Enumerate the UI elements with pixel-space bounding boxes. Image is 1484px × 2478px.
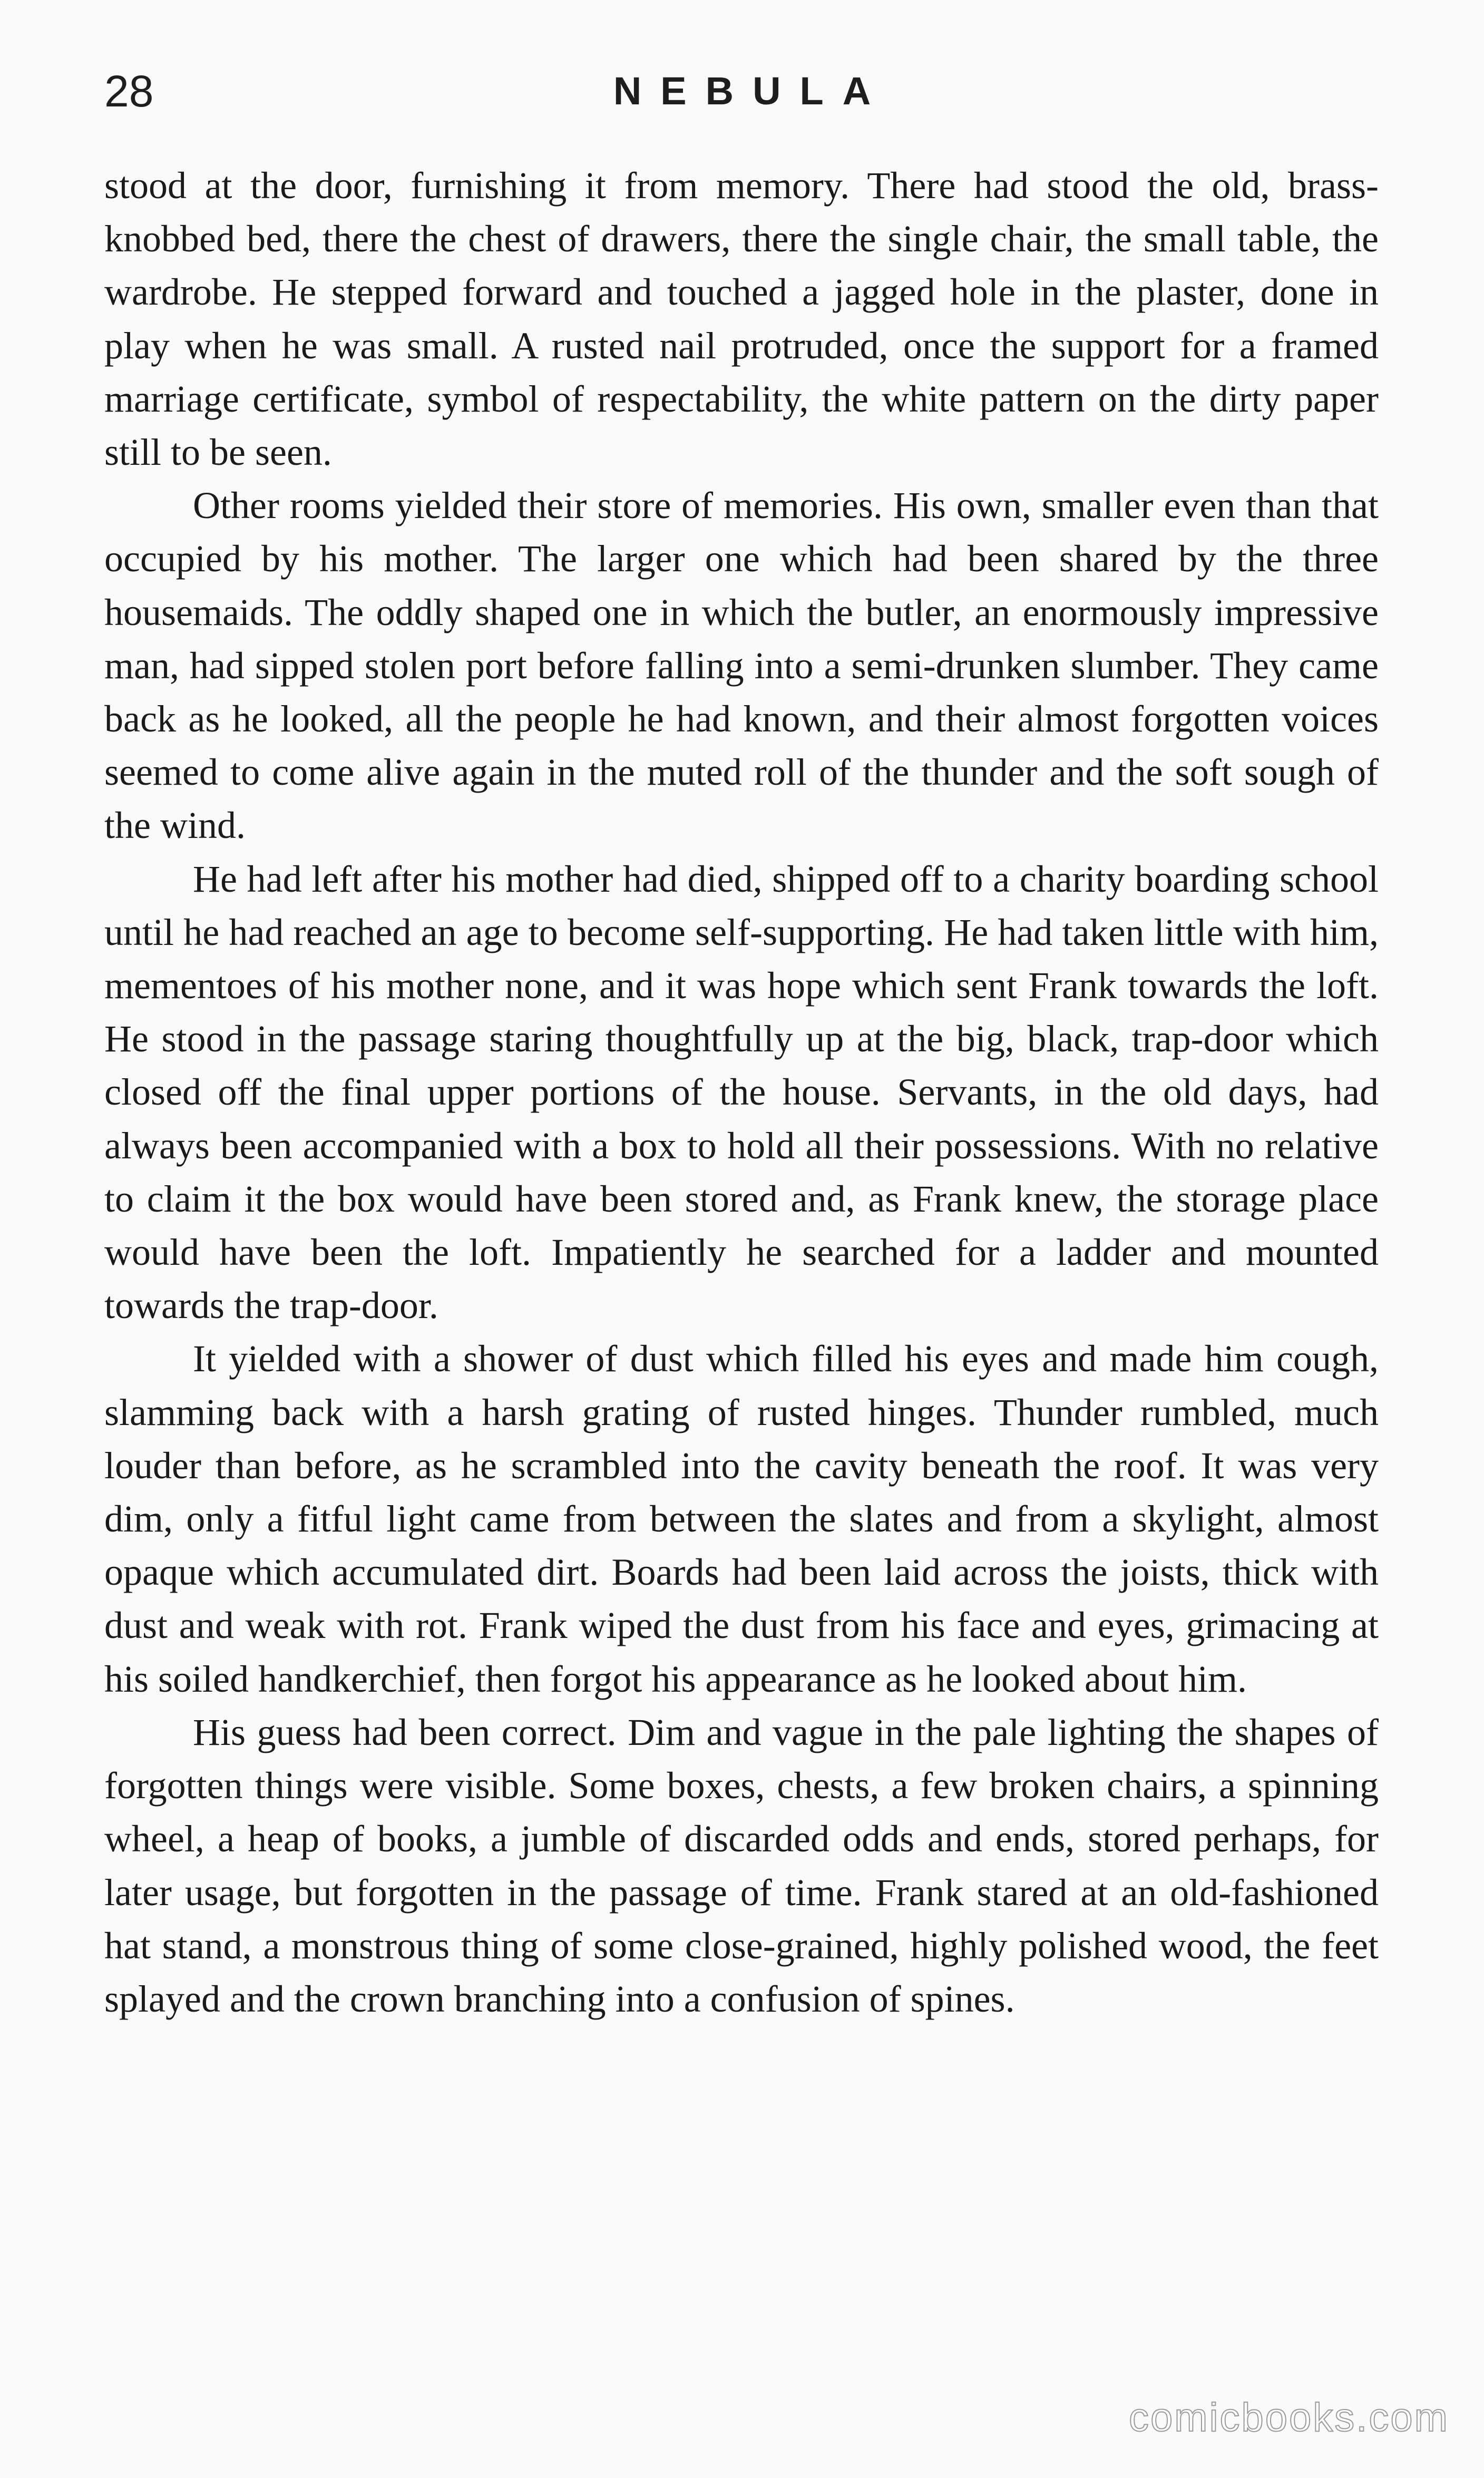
paragraph: His guess had been correct. Dim and vague in the pale lighting the shapes of forgotten things were visible. Some boxes, chests, a few broken chairs, a spinning wheel, a heap of books, a jumble of discarded odds and ends, stored perhaps, for later usage, but forgotten in the passage of time. Frank stared at an old-fashioned hat stand, a monstrous thing of some close-grained, highly polished wood, the feet splayed and the crown branching into a confusion of spines. bbox=[104, 1711, 1379, 2020]
paragraph: It yielded with a shower of dust which filled his eyes and made him cough, slamming back with a harsh grating of rusted hinges. Thunder rumbled, much louder than before, as he scrambled into the cavity beneath the roof. It was very dim, only a fitful light came from between the slates and from a skylight, almost opaque which accumulated dirt. Boards had been laid across the joists, thick with dust and weak with rot. Frank wiped the dust from his face and eyes, grimacing at his soiled handkerchief, then forgot his appearance as he looked about him. bbox=[104, 1338, 1379, 1700]
watermark: comicbooks.com bbox=[1129, 2395, 1449, 2440]
page-number: 28 bbox=[104, 66, 154, 116]
paragraph-continued: stood at the door, furnishing it from memory. There had stood the old, brass-knobbed bed, there the chest of drawers, there the single chair, the small table, the wardrobe. He stepped forward and touched a jagged hole in the plaster, done in play when he was small. A rusted nail protruded, once the support for a framed marriage certificate, symbol of respectability, the white pattern on the dirty paper still to be seen. bbox=[104, 164, 1379, 474]
paragraph: He had left after his mother had died, shipped off to a charity boarding school until he had reached an age to become self-supporting. He had taken little with him, mementoes of his mother none, and it was hope which sent Frank towards the loft. He stood in the passage staring thoughtfully up at the big, black, trap-door which closed off the final upper portions of the house. Servants, in the old days, had always been accompanied with a box to hold all their possessions. With no relative to claim it the box would have been stored and, as Frank knew, the storage place would have been the loft. Impatiently he searched for a ladder and mounted towards the trap-door. bbox=[104, 857, 1379, 1327]
body-text bbox=[104, 159, 1379, 2026]
running-title: NEBULA bbox=[613, 69, 890, 113]
paragraph: Other rooms yielded their store of memories. His own, smaller even than that occupied by his mother. The larger one which had been shared by the three housemaids. The oddly shaped one in which the butler, an enormously impressive man, had sipped stolen port before falling into a semi-drunken slumber. They came back as he looked, all the people he had known, and their almost forgotten voices seemed to come alive again in the muted roll of the thunder and the soft sough of the wind. bbox=[104, 484, 1379, 847]
running-head bbox=[104, 62, 1380, 120]
